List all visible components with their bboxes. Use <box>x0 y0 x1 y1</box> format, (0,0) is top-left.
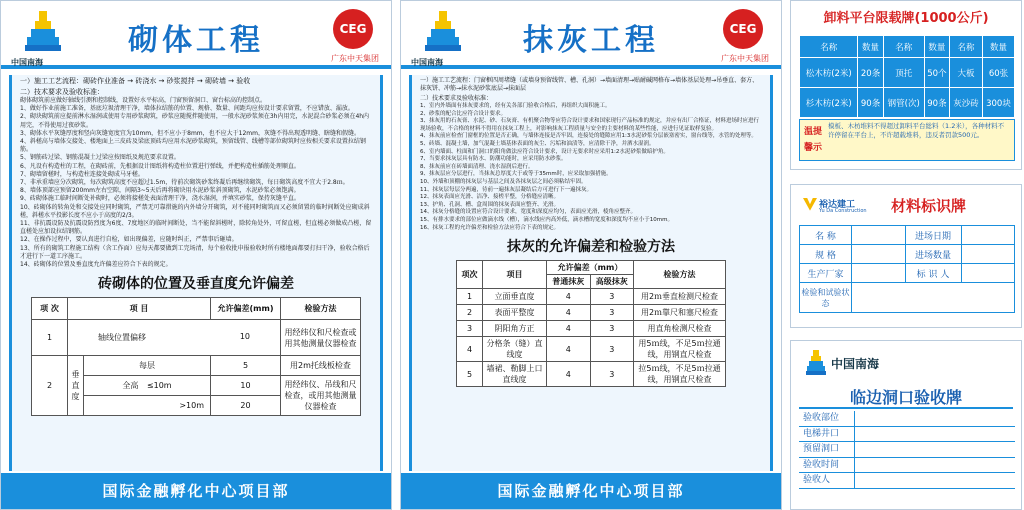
table-cell: 3 <box>590 289 634 305</box>
requirement-item: 6、室内墙面、柱面和门洞口的阳角做法应符合设计要求，设计无要求时应采用1:2水泥砂浆做暗护角。 <box>420 148 669 155</box>
table-cell: 立面垂直度 <box>483 289 547 305</box>
table-cell: 杉木枋(2米) <box>800 88 858 118</box>
table-row <box>800 88 1015 118</box>
table-cell: 2 <box>32 356 68 416</box>
table-cell: 3 <box>590 337 634 362</box>
field-row <box>799 473 1015 489</box>
table-cell <box>852 283 1015 313</box>
table-cell: 分格条（缝）直线度 <box>483 337 547 362</box>
plaster-logo-text: 中国南海 <box>411 58 443 67</box>
masonry-company-text: 广东中天集团 <box>331 54 379 63</box>
requirement-item: 2、砂浆的配合比应符合设计要求。 <box>420 110 507 117</box>
table-cell: 标 识 人 <box>905 264 961 283</box>
table-cell: 用2m托线板检查 <box>281 356 361 376</box>
table-cell: 20 <box>211 396 281 416</box>
table-cell-text: 10 <box>239 332 250 342</box>
table-cell: 4 <box>547 305 591 321</box>
table-cell: 300块 <box>982 88 1014 118</box>
table-cell: 20条 <box>858 58 883 88</box>
requirement-item: 9、砖砌体施工临时间断处补砌时，必须将接槎处表面清理干净，浇水湿润，并填实砂浆，保持灰缝平直。 <box>20 195 300 203</box>
table-cell-text: ≤10m <box>146 381 172 391</box>
field-row <box>799 427 1015 443</box>
table-cell: 50个 <box>924 58 949 88</box>
table-header: 数量 <box>982 36 1014 58</box>
requirement-item: 13、所有的砌筑工程施工结构（含工作面）应每天都要做到工完场清，每个验收批申报验收时所有楼地面都要打扫干净，验收合格后才进行下一道工序施工。 <box>20 244 370 260</box>
table-header: 名称 <box>800 36 858 58</box>
table-cell: 每层 <box>84 356 211 376</box>
requirement-item: 5、砖墙、混凝土墙，加气混凝土墙基体表面的灰尘、污垢和油渍等，应清除干净，并洒水湿润。 <box>420 140 655 147</box>
table-cell: 顶托 <box>883 58 924 88</box>
plaster-requirements <box>412 103 770 232</box>
table-row <box>800 264 1015 283</box>
requirement-item: 3、抹灰用的石灰膏、水泥、砂、石灰膏、有机聚合物等应符合设计要求和国家现行产品标准的规定，并应有出厂合格证，材料进场时应进行现场验收，不合格的材料不得用在抹灰工程上，对影响抹灰工程质量与安全的主要材料的某些性能，应进行见证取样复验。 <box>420 118 760 132</box>
table-header: 名称 <box>883 36 924 58</box>
table-cell: 10 <box>211 376 281 396</box>
material-sign-title: 材料标识牌 <box>891 197 967 215</box>
table-cell: 90条 <box>858 88 883 118</box>
table-cell: 拉5ｍ线，不足5ｍ拉通线，用钢直尺检查 <box>634 362 726 387</box>
table-header: 检验方法 <box>281 298 361 320</box>
table-cell <box>961 226 1015 245</box>
plaster-board <box>400 0 782 510</box>
table-cell: 用5ｍ线，不足5ｍ拉通线，用钢直尺检查 <box>634 337 726 362</box>
requirement-item: 2、砌块砌筑前应提前淋水湿润或使用专用砂浆砌筑，砂浆应随搅拌随使用，一般水泥砂浆须在3h内用完，水泥混合砂浆必须在4h内用完，不得使用过夜砂浆。 <box>20 113 370 129</box>
table-cell: 3 <box>457 321 483 337</box>
field-row <box>799 458 1015 474</box>
table-cell: 表面平整度 <box>483 305 547 321</box>
plaster-title: 抹灰工程 <box>523 23 659 58</box>
requirement-item: 6、凡设有构造柱的工程，在砌砖前，先根据设计图纸将构造柱位置进行弹线，并把构造柱插筋处理顺直。 <box>20 162 300 170</box>
plaster-process-heading: 一）施工工艺流程：门窗框四周堵缝（或墙身预留线管、槽、孔洞）→墙面清理→贴耐碱网格布→墙体基层处理→吊垂直、套方、抹灰饼、冲筋→抹水泥砂浆底层→抹面层 <box>420 77 759 92</box>
load-table <box>799 35 1015 118</box>
requirement-item: 4、抹灰前应检查门窗框的位置是否正确，与墙体连接是否牢固，连接处的缝隙应用1:3水泥砂浆分层嵌塞密实，窗台线等，水管的处理等。 <box>420 133 757 140</box>
plaster-header <box>401 1 781 69</box>
table-cell: 4 <box>457 337 483 362</box>
nanhai-logo-icon <box>805 349 827 377</box>
table-cell: 3 <box>590 321 634 337</box>
table-cell <box>961 245 1015 264</box>
table-cell: 2 <box>457 305 483 321</box>
table-cell: 松木枋(2米) <box>800 58 858 88</box>
field-label: 预留洞口 <box>803 442 855 457</box>
load-sign-title: 卸料平台限载牌(1000公斤) <box>823 11 989 26</box>
requirement-item: 13、护角、孔洞、槽、盒周围的抹灰表面应整齐、光滑。 <box>420 201 560 208</box>
material-id-sign <box>790 184 1022 328</box>
table-cell: 4 <box>547 289 591 305</box>
table-cell: >10m <box>84 396 211 416</box>
plaster-tech-heading: 二）技术要求及验收标准： <box>420 95 493 102</box>
field-label: 验收时间 <box>803 458 855 473</box>
table-subheader: 普通抹灰 <box>547 275 591 289</box>
table-cell <box>84 376 211 396</box>
warning-text: 模板、木枋堆料不得超过卸料平台総料（1.2米），各种材料不许停留在平台上，不许超载堆料，违反者罚款500元。 <box>828 122 1005 139</box>
opening-acceptance-sign <box>790 340 1022 510</box>
table-cell: 用经纬仪、吊线和尺检查，或用其他测量仪器检查 <box>281 376 361 416</box>
table-header: 名称 <box>950 36 983 58</box>
field-row <box>799 411 1015 427</box>
table-row <box>457 337 726 362</box>
requirement-item: 8、墙体顶部应预留200mm左右空隙，间隔3~5天后再将砌块用水泥砂浆斜顶砌筑，水泥砂浆必须饱满。 <box>20 187 300 195</box>
requirement-item: 8、抹灰前应在砖墙面清理、浇水湿润后进行。 <box>420 163 534 170</box>
table-header: 项 目 <box>68 298 211 320</box>
table-cell: 用经纬仪和尺检查或用其他测量仪器检查 <box>281 320 361 356</box>
yuda-logo-icon <box>803 197 817 213</box>
table-cell: 1 <box>32 320 68 356</box>
requirement-item: 11、非抗震设防及抗震设防烈度为6度、7度地区的临时间断处，当不能留斜槎时，除转角处外，可留直槎，但直槎必须做成凸槎，留直槎处应加设拉结钢筋。 <box>20 220 372 236</box>
ceg-logo-icon: CEG <box>333 9 373 49</box>
table-cell: 用直角检测尺检查 <box>634 321 726 337</box>
table-row <box>457 289 726 305</box>
material-table <box>799 225 1015 313</box>
requirement-item: 3、砌体水平灰缝厚度和竖向灰缝宽度宜为10mm，但不应小于8mm，也不应大于12mm，灰缝不得出现透明缝、瞎缝和假缝。 <box>20 129 360 137</box>
table-cell: 检验和试验状态 <box>800 283 852 313</box>
table-cell: 5 <box>457 362 483 387</box>
table-row <box>800 283 1015 313</box>
table-cell <box>852 245 906 264</box>
plaster-footer: 国际金融孵化中心项目部 <box>401 473 781 509</box>
masonry-header <box>1 1 391 69</box>
table-cell: 生产厂家 <box>800 264 852 283</box>
table-cell: 3 <box>590 362 634 387</box>
requirement-item: 4、斜槎高与墙体交接处、楼地面上三皮砖及梁底顶砖均应用水泥砂浆砌筑，预留线管、线槽等部位砌筑时应按相关要求设置拉结钢筋。 <box>20 138 366 154</box>
table-cell: 3 <box>590 305 634 321</box>
table-cell: 进场数量 <box>905 245 961 264</box>
table-header: 允许偏差（mm） <box>547 261 634 275</box>
masonry-tolerance-table <box>31 297 361 416</box>
table-row <box>800 58 1015 88</box>
table-cell: 墙裙、勒脚上口直线度 <box>483 362 547 387</box>
table-cell: 进场日期 <box>905 226 961 245</box>
table-cell: 90条 <box>924 88 949 118</box>
ceg-logo-icon: CEG <box>723 9 763 49</box>
requirement-item: 10、砖砌体的转角处和交接处应同时砌筑，严禁无可靠措施的内外墙分开砌筑，对不能同时砌筑而又必须留置的临时间断处应砌成斜槎，斜槎水平投影长度不应小于高度的2/3。 <box>20 203 370 219</box>
masonry-footer: 国际金融孵化中心项目部 <box>1 473 391 509</box>
table-cell <box>852 226 906 245</box>
plaster-tolerance-table <box>456 260 726 387</box>
requirement-item: 1、室内外墙面有抹灰要求的，经有关各部门验收合格后，再组织大面积施工。 <box>420 103 611 109</box>
requirement-item: 砌体砌筑前应做好轴线引测和控制线，设置好水平标高，门窗预留洞口、窗台标高的控制点。 <box>20 97 267 104</box>
table-row <box>800 226 1015 245</box>
requirement-item: 1、做好作业前施工准备，基底垃圾清理干净，墙体拉结筋的位置、规格、数量、间距均应按设计要求留置，不应错放、漏放。 <box>20 105 354 113</box>
requirement-item: 7、当要求抹灰层具有防水、防潮功能时，应采用防水砂浆。 <box>420 156 567 163</box>
table-subheader: 高级抹灰 <box>590 275 634 289</box>
table-cell: 1 <box>457 289 483 305</box>
requirement-item: 14、抹灰分格缝的设置应符合设计要求，宽度和深度应均匀，表面应光滑，棱角应整齐。 <box>420 209 637 216</box>
table-cell: 名 称 <box>800 226 852 245</box>
field-label: 电梯井口 <box>803 427 855 442</box>
table-cell: 规 格 <box>800 245 852 264</box>
table-header: 允许偏差(mm) <box>211 298 281 320</box>
requirement-item: 7、砌墙留槎时，与构造柱连接处砌成马牙槎。 <box>20 170 144 178</box>
table-cell: 4 <box>547 337 591 362</box>
requirement-item: 12、在操作过程中，要认真进行自检，如出现偏差，应随时纠正，严禁事后砸墙。 <box>20 236 238 244</box>
requirement-item: 14、砖砌体的位置及垂直度允许偏差应符合下表的规定。 <box>20 261 172 269</box>
table-row <box>457 362 726 387</box>
plaster-tolerance-title: 抹灰的允许偏差和检验方法 <box>507 239 675 256</box>
requirement-item: 5、钢筋砖过梁、钢筋混凝土过梁应按图纸及规范要求设置。 <box>20 154 180 162</box>
masonry-title: 砌体工程 <box>128 23 264 58</box>
masonry-process-heading: 一）施工工艺流程：砌砖作业准备 → 砖浇水 → 砂浆搅拌 → 砌砖墙 → 验收 <box>20 77 251 85</box>
table-cell: 用2ｍ垂直检测尺检查 <box>634 289 726 305</box>
field-label: 验收部位 <box>803 411 855 426</box>
table-cell: 4 <box>547 362 591 387</box>
table-header: 项次 <box>457 261 483 289</box>
masonry-board <box>0 0 392 510</box>
plaster-content <box>409 75 773 471</box>
table-cell-text: 轴线位置偏移 <box>98 333 146 343</box>
masonry-requirements <box>12 97 380 269</box>
table-cell <box>961 264 1015 283</box>
table-row <box>800 245 1015 264</box>
requirement-item: 15、有排水要求的部位应做滴水线（槽），滴水线应内高外低，滴水槽的宽度和深度均不应小于10mm。 <box>420 216 673 223</box>
table-cell: 灰沙砖 <box>950 88 983 118</box>
requirement-item: 12、抹灰表面应光滑、洁净、接槎平整，分格缝应清晰。 <box>420 194 560 201</box>
field-label: 验收人 <box>803 473 855 488</box>
field-row <box>799 442 1015 458</box>
material-logo-name: 裕达建工 <box>819 200 856 210</box>
warning-label: 温提馨示 <box>803 127 822 153</box>
table-cell: 钢管(次) <box>883 88 924 118</box>
table-header: 项 次 <box>32 298 68 320</box>
table-cell: 垂直度 <box>68 356 84 416</box>
masonry-tolerance-title: 砖砌体的位置及垂直度允许偏差 <box>98 276 294 293</box>
table-row <box>457 305 726 321</box>
table-cell: 5 <box>211 356 281 376</box>
table-row <box>457 321 726 337</box>
table-cell: 60张 <box>982 58 1014 88</box>
table-header: 数量 <box>924 36 949 58</box>
opening-brand: 中国南海 <box>831 357 880 371</box>
requirement-item: 10、外墙和顶棚的抹灰层与基层之间及各抹灰层之间必须粘结牢固。 <box>420 178 587 185</box>
table-header: 数量 <box>858 36 883 58</box>
masonry-logo-text: 中国南海 <box>11 58 43 67</box>
requirement-item: 7、非承重墙应分次砌筑，每次砌筑高度不应超过1.5m，待前次砌筑砂浆终凝后再继续砌筑，每日砌筑高度不宜大于2.8ｍ。 <box>20 179 349 187</box>
opening-fields <box>799 411 1015 489</box>
table-cell: 4 <box>547 321 591 337</box>
table-header: 项目 <box>483 261 547 289</box>
masonry-tech-heading: 二）技术要求及验收标准： <box>20 88 104 96</box>
divider <box>799 407 1013 409</box>
table-header: 检验方法 <box>634 261 726 289</box>
table-cell <box>68 320 281 356</box>
load-limit-sign <box>790 0 1022 170</box>
table-cell: 用2ｍ靠尺和塞尺检查 <box>634 305 726 321</box>
load-warning-box <box>799 119 1015 161</box>
table-cell-text: 全高 <box>122 381 139 391</box>
requirement-item: 11、抹灰层每层分两遍，待前一遍抹灰层凝结后方可进行下一遍抹灰。 <box>420 186 593 193</box>
table-cell <box>852 264 906 283</box>
material-logo-sub: Yu Da Construction <box>819 208 867 214</box>
plaster-company-text: 广东中天集团 <box>721 54 769 63</box>
requirement-item: 9、抹灰层应分层进行，当抹灰总厚度大于或等于35mm时，应采取加强措施。 <box>420 171 612 178</box>
opening-sign-title: 临边洞口验收牌 <box>849 388 962 407</box>
masonry-content <box>9 75 383 471</box>
requirement-item: 16、抹灰工程的允许偏差和检验方法应符合下表的规定。 <box>420 224 560 231</box>
table-cell: 阴阳角方正 <box>483 321 547 337</box>
table-cell: 大板 <box>950 58 983 88</box>
